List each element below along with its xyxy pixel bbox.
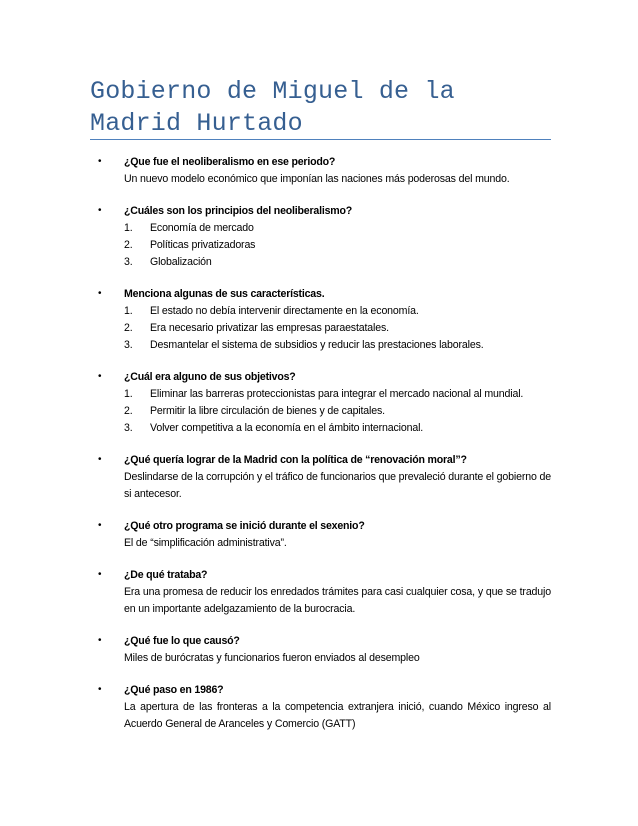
qa-item-4 xyxy=(90,369,551,437)
list-item xyxy=(124,320,551,337)
list-item xyxy=(124,254,551,271)
list-item xyxy=(124,220,551,237)
qa-item-3 xyxy=(90,286,551,354)
question-text: ¿Cuál era alguno de sus objetivos? xyxy=(124,371,296,383)
question-text: ¿De qué trataba? xyxy=(124,569,208,581)
list-item-text: Volver competitiva a la economía en el ámbito internacional. xyxy=(150,422,424,434)
bullet-icon: • xyxy=(98,371,102,382)
list-number: 2. xyxy=(124,239,133,251)
list-item-text: Permitir la libre circulación de bienes y de capitales. xyxy=(150,405,385,417)
list-number: 2. xyxy=(124,405,133,417)
answer-text: La apertura de las fronteras a la competencia extranjera inició, cuando México ingreso al Acuerdo General de Aranceles y Comercio (GATT) xyxy=(124,701,551,730)
qa-item-7 xyxy=(90,567,551,618)
list-item xyxy=(124,386,551,403)
qa-item-9 xyxy=(90,682,551,733)
list-item xyxy=(124,237,551,254)
list-number: 3. xyxy=(124,339,133,351)
qa-item-5 xyxy=(90,452,551,503)
list-item-text: Economía de mercado xyxy=(150,222,254,234)
list-number: 1. xyxy=(124,305,133,317)
title-underline xyxy=(90,139,551,140)
list-item-text: Era necesario privatizar las empresas paraestatales. xyxy=(150,322,389,334)
list-item-text: Desmantelar el sistema de subsidios y reducir las prestaciones laborales. xyxy=(150,339,484,351)
answer-text: El de “simplificación administrativa”. xyxy=(124,537,287,549)
qa-item-6 xyxy=(90,518,551,552)
list-item-text: Eliminar las barreras proteccionistas para integrar el mercado nacional al mundial. xyxy=(150,388,524,400)
question-text: ¿Qué quería lograr de la Madrid con la política de “renovación moral”? xyxy=(124,454,467,466)
list-number: 1. xyxy=(124,388,133,400)
bullet-icon: • xyxy=(98,156,102,167)
list-number: 1. xyxy=(124,222,133,234)
answer-text: Miles de burócratas y funcionarios fueron enviados al desempleo xyxy=(124,652,420,664)
answer-text: Un nuevo modelo económico que imponían las naciones más poderosas del mundo. xyxy=(124,173,510,185)
answer-text: Deslindarse de la corrupción y el tráfico de funcionarios que prevaleció durante el gobierno de si antecesor. xyxy=(124,471,551,500)
list-number: 2. xyxy=(124,322,133,334)
qa-item-1 xyxy=(90,154,551,188)
list-item xyxy=(124,403,551,420)
list-item-text: El estado no debía intervenir directamente en la economía. xyxy=(150,305,419,317)
list-item xyxy=(124,337,551,354)
page-title: Gobierno de Miguel de la Madrid Hurtado xyxy=(90,77,455,138)
question-text: ¿Qué fue lo que causó? xyxy=(124,635,240,647)
question-list xyxy=(90,154,551,748)
bullet-icon: • xyxy=(98,454,102,465)
bullet-icon: • xyxy=(98,520,102,531)
question-text: ¿Qué otro programa se inició durante el sexenio? xyxy=(124,520,365,532)
numbered-list xyxy=(124,303,551,354)
numbered-list xyxy=(124,220,551,271)
bullet-icon: • xyxy=(98,205,102,216)
list-number: 3. xyxy=(124,422,133,434)
list-item xyxy=(124,420,551,437)
list-item-text: Políticas privatizadoras xyxy=(150,239,256,251)
qa-item-8 xyxy=(90,633,551,667)
answer-text: Era una promesa de reducir los enredados trámites para casi cualquier cosa, y que se tradujo en un importante adelgazamiento de la burocracia. xyxy=(124,586,551,615)
qa-item-2 xyxy=(90,203,551,271)
bullet-icon: • xyxy=(98,569,102,580)
list-number: 3. xyxy=(124,256,133,268)
bullet-icon: • xyxy=(98,635,102,646)
question-text: ¿Qué paso en 1986? xyxy=(124,684,224,696)
list-item-text: Globalización xyxy=(150,256,212,268)
question-text: ¿Que fue el neoliberalismo en ese periodo? xyxy=(124,156,336,168)
question-text: Menciona algunas de sus características. xyxy=(124,288,325,300)
bullet-icon: • xyxy=(98,684,102,695)
bullet-icon: • xyxy=(98,288,102,299)
numbered-list xyxy=(124,386,551,437)
list-item xyxy=(124,303,551,320)
question-text: ¿Cuáles son los principios del neoliberalismo? xyxy=(124,205,353,217)
